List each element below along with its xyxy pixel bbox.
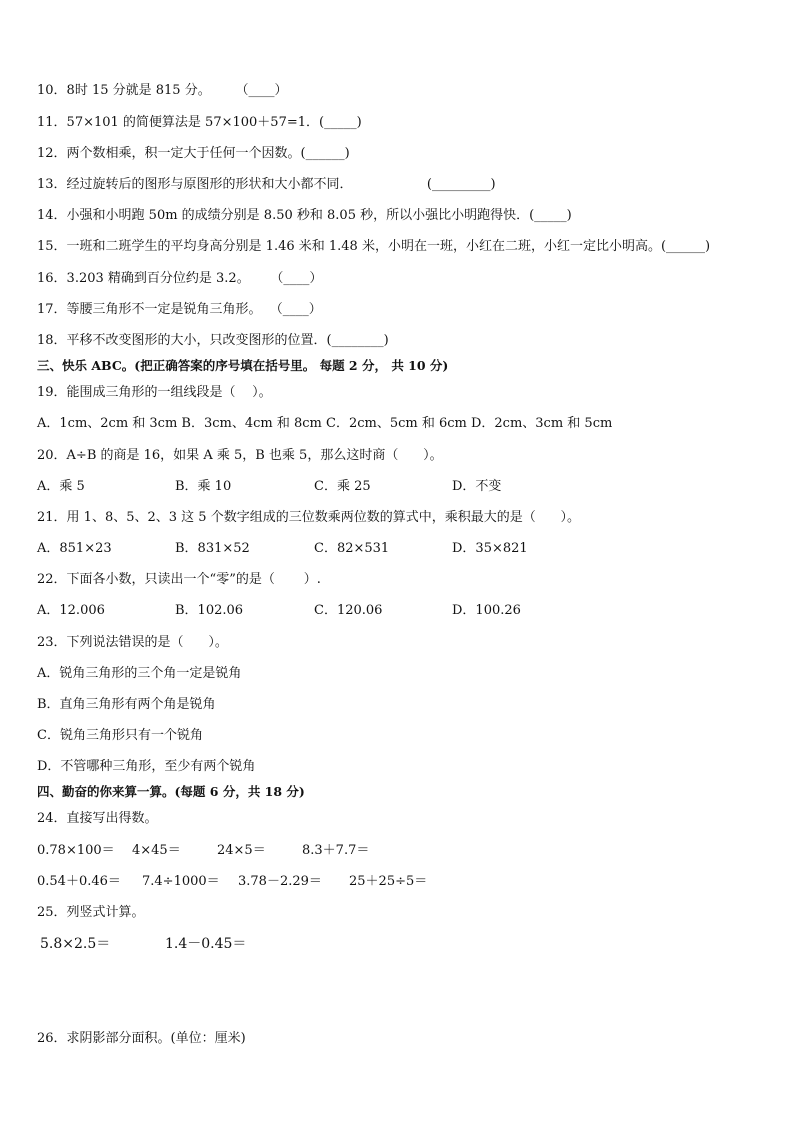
question-17: 17．等腰三角形不一定是锐角三角形。 （____）	[37, 302, 322, 317]
question-22-option-d: D．100.26	[452, 603, 521, 618]
vertical-calc-item: 5.8×2.5＝	[40, 936, 111, 952]
question-10: 10．8时 15 分就是 815 分。 （____）	[37, 83, 288, 98]
question-19-stem: 19．能围成三角形的一组线段是（ ）。	[37, 385, 272, 400]
question-26-stem: 26．求阴影部分面积。(单位：厘米)	[37, 1031, 246, 1046]
question-20-stem: 20．A÷B 的商是 16，如果 A 乘 5，B 也乘 5，那么这时商（ ）。	[37, 448, 443, 463]
section-3-title: 三、快乐 ABC。(把正确答案的序号填在括号里。 每题 2 分， 共 10 分)	[37, 358, 449, 373]
calc-item: 7.4÷1000＝	[142, 874, 220, 889]
calc-item: 4×45＝	[132, 843, 181, 858]
question-23-option-c: C．锐角三角形只有一个锐角	[37, 728, 203, 743]
question-15: 15．一班和二班学生的平均身高分别是 1.46 米和 1.48 米，小明在一班，小红在二班，小红一定比小明高。(______)	[37, 239, 711, 254]
question-25-stem: 25．列竖式计算。	[37, 905, 145, 920]
question-20-option-c: C．乘 25	[314, 479, 371, 494]
question-18: 18．平移不改变图形的大小，只改变图形的位置．(________)	[37, 333, 389, 348]
question-20-option-a: A．乘 5	[37, 479, 85, 494]
calc-item: 0.54＋0.46＝	[37, 874, 121, 889]
question-23-option-d: D．不管哪种三角形，至少有两个锐角	[37, 759, 256, 774]
question-23-option-b: B．直角三角形有两个角是锐角	[37, 697, 216, 712]
question-21-option-c: C．82×531	[314, 541, 390, 556]
question-21-stem: 21．用 1、8、5、2、3 这 5 个数字组成的三位数乘两位数的算式中，乘积最大的是（ ）。	[37, 510, 580, 525]
question-20-option-b: B．乘 10	[175, 479, 232, 494]
question-14: 14．小强和小明跑 50m 的成绩分别是 8.50 秒和 8.05 秒，所以小强比小明跑得快．(_____)	[37, 208, 572, 223]
question-22-option-c: C．120.06	[314, 603, 383, 618]
calc-item: 25＋25÷5＝	[349, 874, 428, 889]
question-16: 16．3.203 精确到百分位约是 3.2。 （____）	[37, 271, 323, 286]
question-21-option-a: A．851×23	[37, 541, 112, 556]
question-22-option-b: B．102.06	[175, 603, 244, 618]
question-12: 12．两个数相乘，积一定大于任何一个因数。(______)	[37, 146, 350, 161]
question-21-option-d: D．35×821	[452, 541, 528, 556]
vertical-calc-item: 1.4－0.45＝	[165, 936, 247, 952]
calc-item: 24×5＝	[217, 843, 266, 858]
question-22-stem: 22．下面各小数，只读出一个“零”的是（ ）.	[37, 572, 321, 587]
question-19-options: A．1cm、2cm 和 3cm B．3cm、4cm 和 8cm C．2cm、5cm 和 6cm D．2cm、3cm 和 5cm	[37, 416, 613, 431]
question-20-option-d: D．不变	[452, 479, 502, 494]
question-23-stem: 23．下列说法错误的是（ ）。	[37, 635, 228, 650]
question-24-stem: 24．直接写出得数。	[37, 811, 158, 826]
section-4-title: 四、勤奋的你来算一算。(每题 6 分，共 18 分)	[37, 784, 305, 799]
question-13: 13．经过旋转后的图形与原图形的形状和大小都不同． (_________)	[37, 177, 496, 192]
question-11: 11．57×101 的简便算法是 57×100＋57=1．(_____)	[37, 115, 362, 130]
calc-item: 0.78×100＝	[37, 843, 115, 858]
question-23-option-a: A．锐角三角形的三个角一定是锐角	[37, 666, 242, 681]
calc-item: 8.3＋7.7＝	[302, 843, 370, 858]
question-21-option-b: B．831×52	[175, 541, 250, 556]
question-22-option-a: A．12.006	[37, 603, 105, 618]
calc-item: 3.78－2.29＝	[238, 874, 322, 889]
